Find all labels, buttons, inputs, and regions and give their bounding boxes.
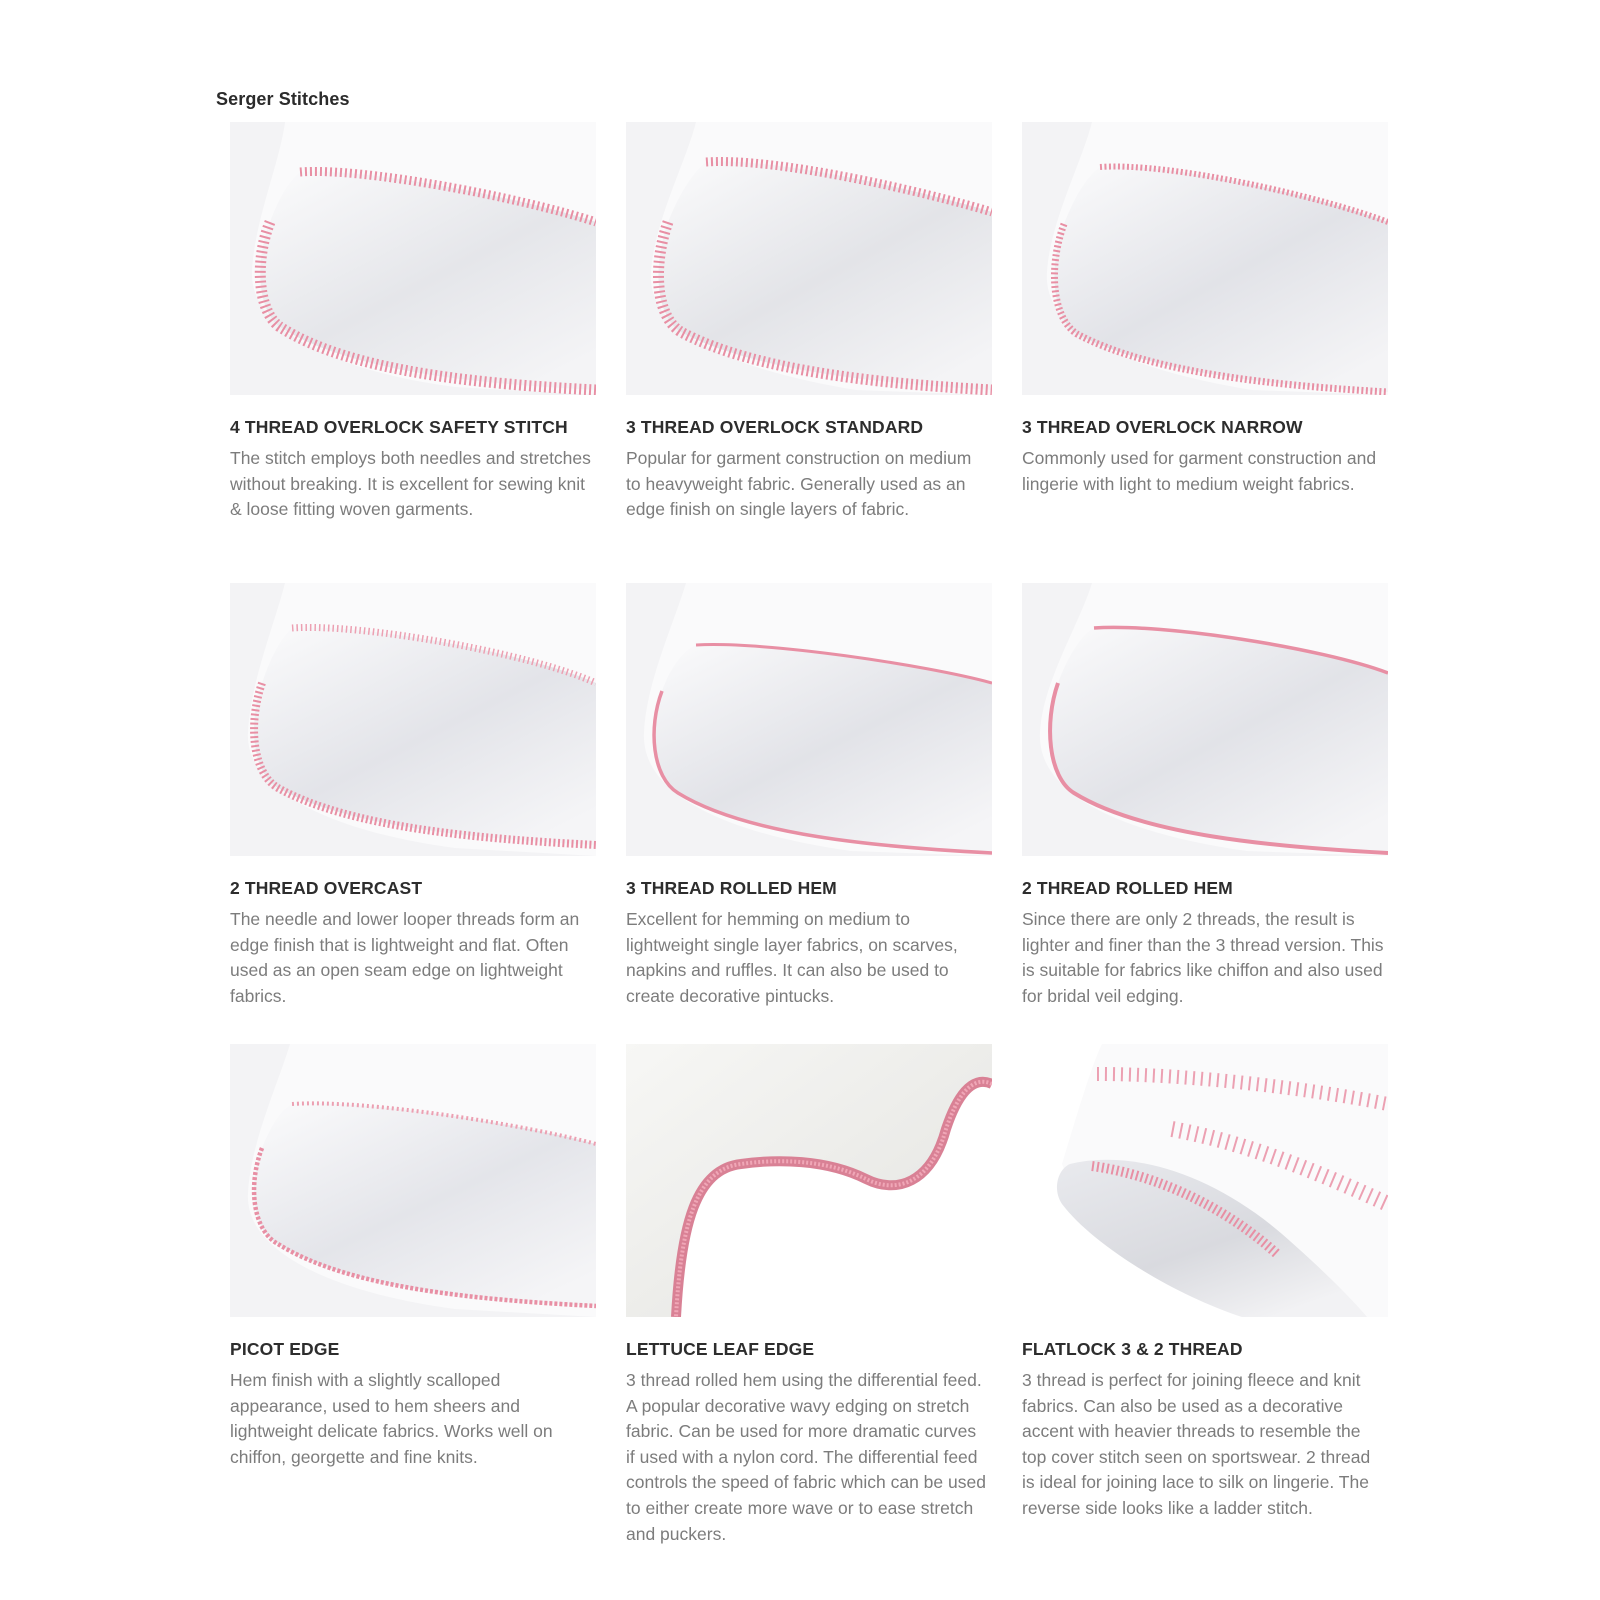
stitch-description: The needle and lower looper threads form an edge finish that is lightweight and flat. Often used as an open seam edge on lightweight fabrics. [230, 909, 580, 1006]
stitch-photo [230, 122, 596, 395]
fabric-fold-rolled-hem-photo [1022, 583, 1388, 856]
fabric-fold-narrow-stitch-photo [1022, 122, 1388, 395]
stitch-photo [1022, 122, 1388, 395]
fabric-wavy-lettuce-edge-photo [626, 1044, 992, 1317]
stitch-card [1022, 1044, 1388, 1518]
stitch-photo [1022, 1044, 1388, 1317]
stitch-photo [626, 1044, 992, 1317]
stitch-card [626, 1044, 992, 1544]
stitch-photo [230, 1044, 596, 1317]
fabric-fold-rolled-hem-photo [626, 583, 992, 856]
stitch-card [1022, 583, 1388, 1044]
fabric-fold-zigzag-stitch-photo [626, 122, 992, 395]
stitch-description: Hem finish with a slightly scalloped appearance, used to hem sheers and lightweight delicate fabrics. Works well on chiffon, georgette and fine knits. [230, 1370, 553, 1467]
stitch-card [230, 122, 596, 583]
stitch-card [626, 122, 992, 583]
fabric-fold-overcast-stitch-photo [230, 583, 596, 856]
fabric-fold-zigzag-stitch-photo [230, 122, 596, 395]
stitch-photo [230, 583, 596, 856]
stitch-description: Excellent for hemming on medium to lightweight single layer fabrics, on scarves, napkins and ruffles. It can also be used to create decorative pintucks. [626, 909, 958, 1006]
stitch-title: 3 THREAD OVERLOCK STANDARD [626, 417, 924, 437]
stitch-photo [626, 583, 992, 856]
stitch-description: Since there are only 2 threads, the result is lighter and finer than the 3 thread version. This is suitable for fabrics like chiffon and also used for bridal veil edging. [1022, 909, 1384, 1006]
stitch-description: The stitch employs both needles and stretches without breaking. It is excellent for sewing knit & loose fitting woven garments. [230, 448, 591, 520]
stitch-title: 2 THREAD OVERCAST [230, 878, 423, 898]
fabric-flatlock-seam-photo [1022, 1044, 1388, 1317]
stitch-description: Commonly used for garment construction and lingerie with light to medium weight fabrics. [1022, 448, 1377, 494]
stitch-photo [1022, 583, 1388, 856]
fabric-fold-picot-edge-photo [230, 1044, 596, 1317]
stitch-title: FLATLOCK 3 & 2 THREAD [1022, 1339, 1243, 1359]
stitch-grid [230, 122, 1388, 1544]
stitch-description: Popular for garment construction on medium to heavyweight fabric. Generally used as an edge finish on single layers of fabric. [626, 448, 972, 520]
stitch-card [626, 583, 992, 1044]
stitch-title: 3 THREAD ROLLED HEM [626, 878, 837, 898]
stitch-title: PICOT EDGE [230, 1339, 340, 1359]
stitch-title: LETTUCE LEAF EDGE [626, 1339, 815, 1359]
stitch-card [230, 1044, 596, 1505]
stitch-title: 2 THREAD ROLLED HEM [1022, 878, 1233, 898]
page-title: Serger Stitches [216, 89, 350, 109]
stitch-description: 3 thread rolled hem using the differential feed. A popular decorative wavy edging on stretch fabric. Can be used for more dramatic curves if used with a nylon cord. The differential feed controls the speed of fabric which can be used to either create more wave or to ease stretch and puckers. [626, 1370, 986, 1544]
stitch-title: 4 THREAD OVERLOCK SAFETY STITCH [230, 417, 568, 437]
stitch-title: 3 THREAD OVERLOCK NARROW [1022, 417, 1303, 437]
stitch-description: 3 thread is perfect for joining fleece and knit fabrics. Can also be used as a decorative accent with heavier threads to resemble the top cover stitch seen on sportswear. 2 thread is ideal for joining lace to silk on lingerie. The reverse side looks like a ladder stitch. [1022, 1370, 1371, 1518]
stitch-card [230, 583, 596, 1044]
stitch-card [1022, 122, 1388, 583]
stitch-photo [626, 122, 992, 395]
